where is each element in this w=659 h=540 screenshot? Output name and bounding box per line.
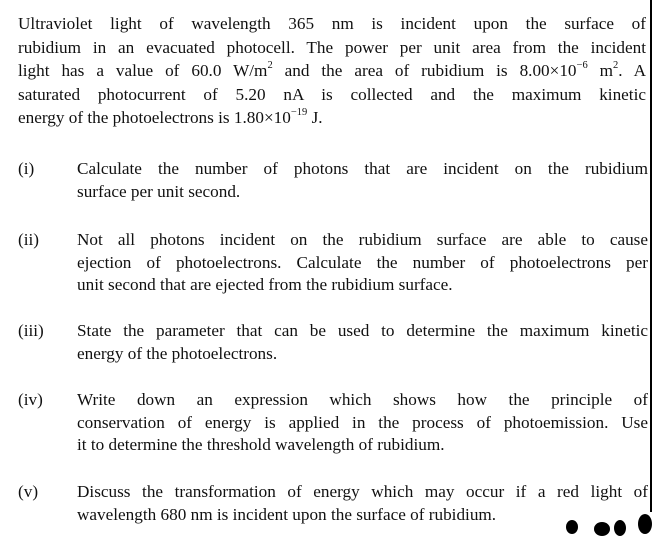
question-number: (iii) <box>18 321 44 340</box>
statement-line: rubidium in an evacuated photocell. The power per unit area from the incident <box>18 37 646 57</box>
question-line: conservation of energy is applied in the process of photoemission. Use <box>77 412 648 432</box>
ink-smudge <box>638 514 652 534</box>
statement-line: saturated photocurrent of 5.20 nA is collected and the maximum kinetic <box>18 84 646 104</box>
question-number: (v) <box>18 482 39 501</box>
superscript: 2 <box>613 60 619 72</box>
question-line: surface per unit second. <box>77 181 241 201</box>
question-line: ejection of photoelectrons. Calculate the number of photoelectrons per <box>77 252 648 272</box>
question-text <box>77 389 648 457</box>
statement-text: J. <box>307 108 323 127</box>
statement-line: Ultraviolet light of wavelength 365 nm is incident upon the surface of <box>18 14 646 33</box>
superscript: −6 <box>576 60 588 72</box>
question-number: (iv) <box>18 390 43 409</box>
question-line: Not all photons incident on the rubidium surface are able to cause <box>77 230 648 249</box>
ink-smudge <box>566 520 578 534</box>
statement-line <box>18 106 646 130</box>
statement-text: energy of the photoelectrons is 1.80×10 <box>18 108 291 127</box>
ink-smudge <box>614 520 626 536</box>
question-line: unit second that are ejected from the rubidium surface. <box>77 275 453 294</box>
question-line: wavelength 680 nm is incident upon the surface of rubidium. <box>77 504 497 524</box>
question-text <box>77 320 648 365</box>
question-line: State the parameter that can be used to determine the maximum kinetic <box>77 321 648 340</box>
question-line: Write down an expression which shows how the principle of <box>77 390 648 409</box>
statement-line <box>18 59 646 83</box>
superscript: 2 <box>267 60 273 72</box>
statement-text: and the area of rubidium is 8.00×10 <box>272 61 577 80</box>
question-line: Discuss the transformation of energy which may occur if a red light of <box>77 482 648 501</box>
problem-statement <box>18 12 646 130</box>
question-text <box>77 158 648 203</box>
superscript: −19 <box>290 107 308 119</box>
ink-smudge <box>594 522 610 536</box>
question-line: energy of the photoelectrons. <box>77 343 278 363</box>
question-number: (ii) <box>18 230 39 249</box>
statement-text: . A <box>618 61 646 80</box>
question-line: it to determine the threshold wavelength of rubidium. <box>77 435 445 454</box>
question-text <box>77 229 648 297</box>
question-line: Calculate the number of photons that are incident on the rubidium <box>77 159 648 178</box>
question-text <box>77 481 648 526</box>
question-number: (i) <box>18 159 35 178</box>
margin-rule <box>650 0 652 512</box>
statement-text: light has a value of 60.0 W/m <box>18 61 268 80</box>
statement-text: m <box>587 61 614 80</box>
